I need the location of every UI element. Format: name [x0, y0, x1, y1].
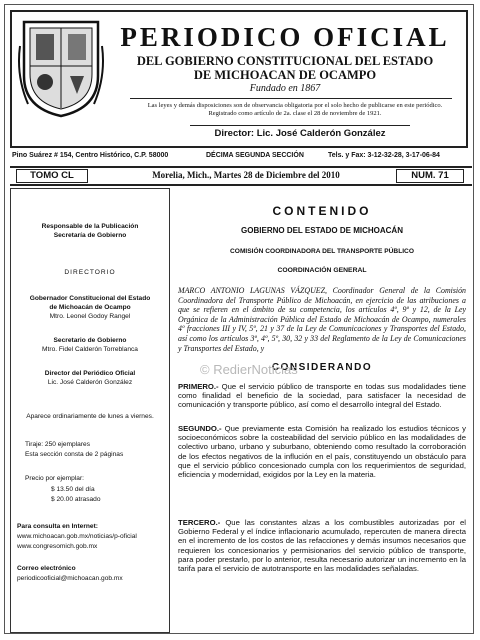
director-name: Lic. José Calderón González: [47, 379, 133, 386]
secretary-title: Secretario de Gobierno: [53, 337, 127, 344]
masthead-divider: [130, 98, 452, 99]
address: Pino Suárez # 154, Centro Histórico, C.P. 58000: [12, 152, 169, 159]
governor-title: Gobernador Constitucional del Estado: [29, 295, 151, 302]
newspaper-title: PERIODICO OFICIAL: [120, 22, 450, 52]
state-seal-icon: [18, 16, 104, 120]
section-label: DÉCIMA SEGUNDA SECCIÓN: [206, 152, 304, 159]
email-link[interactable]: periodicooficial@michoacan.gob.mx: [17, 575, 123, 582]
governor-title-2: de Michoacán de Ocampo: [49, 304, 131, 311]
price-day: $ 13.50 del día: [51, 486, 95, 493]
phone-numbers: Tels. y Fax: 3-12-32-28, 3-17-06-84: [328, 152, 440, 159]
secretary-name: Mtro. Fidel Calderón Torreblanca: [42, 346, 138, 353]
page-count: Esta sección consta de 2 páginas: [25, 451, 124, 458]
paragraph-segundo: SEGUNDO.- Que previamente esta Comisión ha realizado los estudios técnicos y socioeconómicos sobre la costeabilidad del servicio público en las modalidades de colectivo urbano, urbano y suburbano, obteniendo como resultado la corroboración de los efectos negativos de la influción en el país, constituyendo un obstáculo para que el servicio público concesionado cumpla con los requerimientos de seguridad, eficiencia y modernidad, exigidos por la Ley en la materia.: [178, 424, 466, 480]
tomo-box: TOMO CL: [16, 169, 88, 183]
considerando-heading: CONSIDERANDO: [271, 362, 373, 373]
watermark: © RedierNoticias: [200, 362, 298, 377]
director-title: Director del Periódico Oficial: [44, 370, 136, 377]
email-label: Correo electrónico: [17, 565, 76, 572]
issue-date: Morelia, Mich., Martes 28 de Diciembre del 2010: [152, 170, 340, 180]
address-row: [10, 152, 472, 164]
contents-heading: CONTENIDO: [272, 204, 372, 218]
directory-heading: DIRECTORIO: [64, 269, 116, 276]
content-column: [174, 188, 470, 633]
internet-label: Para consulta en Internet:: [17, 523, 98, 530]
url-congreso[interactable]: www.congresomich.gob.mx: [17, 543, 98, 550]
coordination-heading: COORDINACIÓN GENERAL: [277, 267, 367, 274]
government-heading: GOBIERNO DEL ESTADO DE MICHOACÁN: [241, 226, 403, 235]
publisher-org: Secretaría de Gobierno: [53, 232, 127, 239]
masthead-director: Director: Lic. José Calderón González: [190, 125, 410, 139]
price-label: Precio por ejemplar:: [25, 475, 85, 482]
masthead-subtitle: DEL GOBIERNO CONSTITUCIONAL DEL ESTADO DE MICHOACAN DE OCAMPO: [136, 54, 434, 82]
publisher-title: Responsable de la Publicación: [41, 223, 139, 230]
schedule: Aparece ordinariamente de lunes a viernes.: [26, 413, 154, 420]
directory-column: [10, 188, 170, 633]
legal-note: Las leyes y demás disposiciones son de observancia obligatoria por el solo hecho de publicarse en este periódico. Registrado como artículo de 2a. clase el 28 de noviembre de 1921.: [147, 102, 443, 117]
issue-number: NUM. 71: [396, 169, 464, 183]
paragraph-primero: PRIMERO.- Que el servicio público de transporte en todas sus modalidades tiene como finalidad el beneficio de la sociedad, para satisfacer la necesidad de comunicación y transporte público, así como el desarrollo integral del Estado.: [178, 382, 466, 410]
url-periodico[interactable]: www.michoacan.gob.mx/noticias/p-oficial: [17, 533, 137, 540]
governor-name: Mtro. Leonel Godoy Rangel: [49, 313, 131, 320]
issue-bar: [10, 166, 472, 186]
print-run: Tiraje: 250 ejemplares: [25, 441, 90, 448]
intro-paragraph: MARCO ANTONIO LAGUNAS VÁZQUEZ, Coordinador General de la Comisión Coordinadora del Transporte Público de Michoacán, en ejercicio de las atribuciones a que se refieren en el ámbito de su competencia, los artículos 4º, 9º y 12, de la Ley Orgánica de la Administración Pública del Estado de Michoacán de Ocampo, numerales 4º fracciones III y IV, 5º, 21 y 37 de la Ley de Comunicaciones y Transportes del Estado, así como los artículos 3º, 4º, 5º, 30, 32 y 33 del Reglamento de la Ley de Comunicaciones y Transportes del Estado, y: [178, 286, 466, 353]
price-late: $ 20.00 atrasado: [51, 496, 101, 503]
founded-line: Fundado en 1867: [249, 83, 321, 94]
commission-heading: COMISIÓN COORDINADORA DEL TRANSPORTE PÚBLICO: [230, 248, 414, 255]
paragraph-tercero: TERCERO.- Que las constantes alzas a los combustibles autorizadas por el Gobierno Federal y el índice inflacionario acumulado, repercuten de manera directa en el incremento de los costos de las refacciones y demás insumos necesarios que requieren los concesionarios y permisionarios del servicio público de transporte, para poder prestarlo, por lo anterior, resulta necesario autorizar un incremento en la tarifa para el servicio de autotransporte en las modalidades señaladas.: [178, 518, 466, 574]
